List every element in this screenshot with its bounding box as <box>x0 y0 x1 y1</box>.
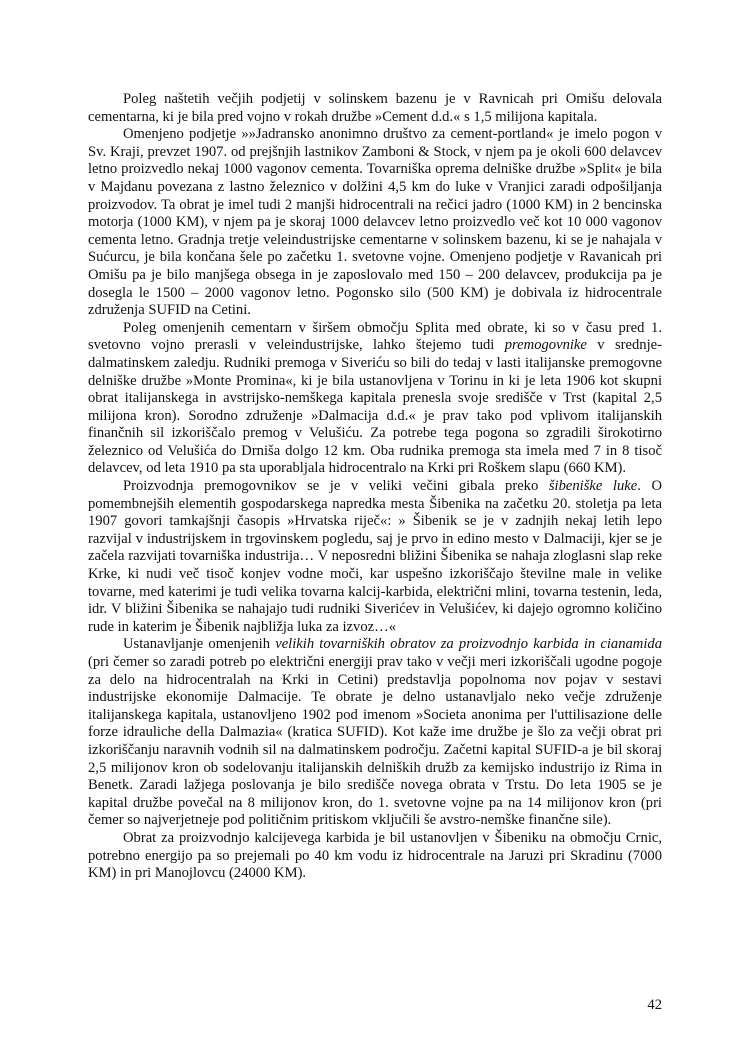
italic-text: velikih tovarniških obratov za proizvodnjo karbida in cianamida <box>275 636 662 653</box>
text-segment: . O pomembnejših elementih gospodarskega napredka mesta Šibenika na začetku 20. stoletja pa leta 1907 govori tamkajšnji časopis »Hrvatska riječ«: » Šibenik se je v zadnjih nekaj letih lepo razvijal v industrijskem in trgovinskem pogledu, saj je prvo in edino mesto v Dalmaciji, kjer se je začela razvijati tovarniška industrija… V neposredni bližini Šibenika se nahaja zloglasni slap reke Krke, ki nudi več tisoč konjev vodne moči, kar uspešno izkoriščajo številne male in velike tovarne, med katerimi je tudi velika tovarna kalcij-karbida, električni mlini, tovarna testenin, leda, idr. V bližini Šibenika se nahajajo tudi rudniki Siverićev in Velušićev, ki dajejo ogromno količino rude in katerim je Šibenik najbližja luka za izvoz…« <box>88 478 662 635</box>
paragraph <box>88 478 662 636</box>
text-segment: (pri čemer so zaradi potreb po električni energiji prav tako v večji meri izkoriščali ugodne pogoje za delo na hidrocentralah na Krki in Cetini) predstavlja popolnoma nov pojav v sestavi industrijske ekonomije Dalmacije. Te obrate je delno ustanavljalo neko večje združenje italijanskega kapitala, ustanovljeno 1902 pod imenom »Societa anonima per l'uttilisazione delle forze idrauliche della Dalmazia« (kratica SUFID). Kot kaže ime družbe je šlo za večji obrat pri izkoriščanju naravnih vodnih sil na dalmatinskem področju. Začetni kapital SUFID-a je bil skoraj 2,5 milijonov kron ob sodelovanju italijanskih delniških družb za kemijsko industrijo iz Rima in Benetk. Zaradi lažjega poslovanja je bilo središče novega obrata v Trstu. Do leta 1905 se je kapital družbe povečal na 8 milijonov kron, do 1. svetovne vojne pa na 14 milijonov kron (pri čemer so najverjetneje pod političnim pritiskom vključili še avstro-nemške finančne sile). <box>88 654 662 829</box>
text-segment: Poleg naštetih večjih podjetij v solinskem bazenu je v Ravnicah pri Omišu delovala cementarna, ki je bila pred vojno v rokah družbe »Cement d.d.« s 1,5 milijona kapitala. <box>88 91 662 125</box>
paragraph <box>88 91 662 126</box>
paragraph <box>88 320 662 478</box>
text-segment: Omenjeno podjetje »»Jadransko anonimno društvo za cement-portland« je imelo pogon v Sv. Kraji, prevzet 1907. od prejšnjih lastnikov Zamboni & Stock, v njem pa je okoli 600 delavcev letno proizvedlo nekaj 1000 vagonov cementa. Tovarniška oprema delniške družbe »Split« je bila v Majdanu povezana z lastno železnico v dolžini 4,5 km do luke v Vranjici zaradi odpošiljanja proizvodov. Ta obrat je imel tudi 2 manjši hidrocentrali na rečici jadro (1000 KM) in 2 bencinska motorja (1000 KM), v njem pa je skoraj 1000 delavcev letno proizvedlo več kot 10 000 vagonov cementa letno. Gradnja tretje veleindustrijske cementarne v solinskem bazenu, ki se je nahajala v Sućurcu, je bila končana šele po začetku 1. svetovne vojne. Omenjeno podjetje v Ravanicah pri Omišu pa je bilo manjšega obsega in je zaposlovalo med 150 – 200 delavcev, produkcija pa je dosegla le 1500 – 2000 vagonov letno. Pogonsko silo (500 KM) je dobivala iz hidrocentrale združenja SUFID na Cetini. <box>88 126 662 319</box>
document-body <box>88 91 662 883</box>
italic-text: premogovnike <box>504 337 587 354</box>
paragraph <box>88 636 662 830</box>
text-segment: Poleg omenjenih cementarn v širšem območju Splita med obrate, ki so v času pred 1. svetovno vojno prerasli v veleindustrijske, lahko štejemo tudi <box>88 319 662 354</box>
text-segment: Obrat za proizvodnjo kalcijevega karbida je bil ustanovljen v Šibeniku na območju Crnic, potrebno energijo pa so prejemali po 40 km vodu iz hidrocentrale na Jaruzi pri Skradinu (7000 KM) in pri Manojlovcu (24000 KM). <box>88 829 662 882</box>
text-segment: Ustanavljanje omenjenih <box>123 636 276 653</box>
text-segment: Proizvodnja premogovnikov se je v veliki večini gibala preko <box>123 478 549 495</box>
page-number: 42 <box>647 997 662 1013</box>
text-segment: v srednje-dalmatinskem zaledju. Rudniki premoga v Siveriću so bili do tedaj v lasti italijanske premogovne delniške družbe »Monte Promina«, ki je bila ustanovljena v Torinu in ki je leta 1906 kot skupni obrat italijanskega in avstrijsko-nemškega kapitala prenesla svoje središče v Trst (kapital 2,5 milijona kron). Sorodno združenje »Dalmacija d.d.« je prav tako pod vplivom italijanskih finančnih sil izkoriščalo premog v Velušiću. Za potrebe tega pogona so zgradili širokotirno železnico od Velušića do Drniša dolgo 12 km. Oba rudnika premoga sta imela med 7 in 8 tisoč delavcev, od leta 1910 pa sta uporabljala hidrocentralo na Krki pri Roškem slapu (660 KM). <box>88 337 662 477</box>
paragraph <box>88 126 662 320</box>
paragraph <box>88 830 662 883</box>
italic-text: šibeniške luke <box>548 478 638 495</box>
